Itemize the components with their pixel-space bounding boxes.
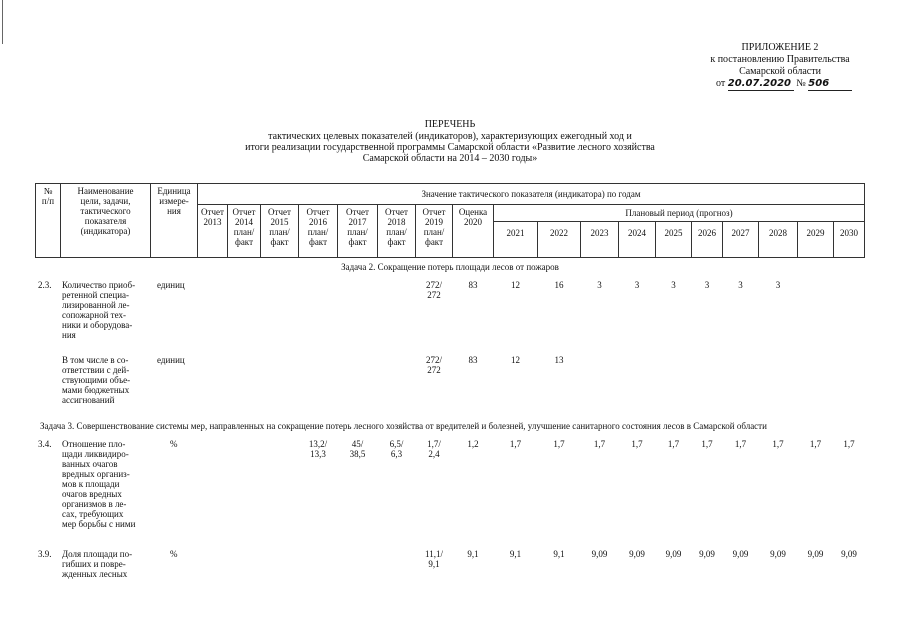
row-v2017: 45/ 38,5	[349, 439, 366, 459]
row-unit: единиц	[157, 280, 185, 290]
row-plan-2022: 1,7	[553, 439, 565, 449]
row-name: В том числе в со- ответствии с дей- ствующими объе- мами бюджетных ассигнований	[62, 355, 131, 405]
task3-heading: Задача 3. Совершенствование системы мер, направленных на сокращение потерь лесного хозяйства от вредителей и болезней, улучшение санитарного состояния лесов в Самарской области	[40, 421, 767, 431]
row-plan-2023: 9,09	[591, 549, 608, 559]
col-header-num: № п/п	[41, 186, 55, 206]
row-num: 3.9.	[38, 549, 52, 559]
heading-line1: тактических целевых показателей (индикаторов), характеризующих ежегодный ход и	[268, 131, 632, 142]
year-header-2019: Отчет 2019 план/ факт	[422, 207, 446, 247]
task2-heading: Задача 2. Сокращение потерь площади лесов от пожаров	[341, 262, 559, 272]
row-plan-2026: 9,09	[699, 549, 715, 559]
appendix-from: от	[716, 78, 726, 89]
plan-year-2023: 2023	[590, 228, 609, 238]
scan-edge-mark	[2, 0, 3, 44]
row-plan-2021: 12	[511, 280, 520, 290]
appendix-number: 506	[808, 78, 852, 91]
row-plan-2028: 1,7	[772, 439, 784, 449]
row-plan-2028: 9,09	[770, 549, 786, 559]
row-v2019: 272/ 272	[425, 280, 442, 300]
row-plan-2027: 3	[738, 280, 743, 290]
row-v2019: 1,7/ 2,4	[427, 439, 441, 459]
plan-year-2024: 2024	[628, 228, 646, 238]
row-plan-2022: 16	[554, 280, 564, 290]
row-plan-2025: 9,09	[665, 549, 682, 559]
col-header-name: Наименование цели, задачи, тактического показателя (индикатора)	[77, 186, 134, 236]
appendix-date: 20.07.2020	[728, 78, 794, 91]
row-v2018: 6,5/ 6,3	[389, 439, 404, 459]
year-header-2018: Отчет 2018 план/ факт	[385, 207, 408, 247]
plan-year-2028: 2028	[769, 228, 787, 238]
appendix-title: ПРИЛОЖЕНИЕ 2	[741, 42, 819, 53]
row-name: Количество приоб- ретенной специа- лизированной ле- сопожарной тех- ники и оборудова- ния	[62, 280, 136, 340]
row-name: Отношение пло- щади ликвидиро- ванных очагов вредных организ- мов к площади очагов вредных организмов в ле- сах, требующих мер борьбы с ними	[62, 439, 136, 529]
year-header-2015: Отчет 2015 план/ факт	[268, 207, 291, 247]
appendix-num-label: №	[796, 78, 806, 89]
plan-year-2022: 2022	[550, 228, 568, 238]
row-plan-2021: 9,1	[509, 549, 522, 559]
row-num: 2.3.	[38, 280, 52, 290]
row-plan-2025: 1,7	[667, 439, 680, 449]
year-header-2020: Оценка 2020	[458, 207, 488, 227]
year-header-2013: Отчет 2013	[201, 207, 224, 227]
row-plan-2029: 1,7	[809, 439, 822, 449]
plan-year-2021: 2021	[506, 228, 525, 238]
year-header-2014: Отчет 2014 план/ факт	[232, 207, 256, 247]
plan-year-2029: 2029	[806, 228, 825, 238]
row-unit: %	[170, 549, 178, 559]
row-v2020: 9,1	[467, 549, 479, 559]
row-unit: %	[170, 439, 178, 449]
row-plan-2027: 1,7	[734, 439, 747, 449]
year-header-2016: Отчет 2016 план/ факт	[306, 207, 330, 247]
appendix-block	[690, 42, 870, 91]
row-v2020: 1,2	[467, 439, 479, 449]
plan-year-2030: 2030	[840, 228, 858, 238]
row-plan-2022: 13	[554, 355, 564, 365]
plan-span-header: Плановый период (прогноз)	[625, 208, 733, 218]
row-plan-2027: 9,09	[732, 549, 749, 559]
row-plan-2030: 1,7	[843, 439, 855, 449]
appendix-line1: к постановлению Правительства	[710, 54, 850, 65]
row-v2020: 83	[468, 280, 478, 290]
heading-line2: итоги реализации государственной программы Самарской области «Развитие лесного хозяйства	[245, 142, 655, 153]
row-plan-2024: 1,7	[631, 439, 643, 449]
row-plan-2021: 1,7	[509, 439, 522, 449]
row-v2019: 11,1/ 9,1	[425, 549, 443, 569]
row-plan-2023: 3	[597, 280, 602, 290]
row-unit: единиц	[157, 355, 185, 365]
row-v2020: 83	[468, 355, 478, 365]
row-plan-2021: 12	[511, 355, 520, 365]
value-span-header: Значение тактического показателя (индикатора) по годам	[421, 189, 641, 199]
row-plan-2025: 3	[671, 280, 676, 290]
row-plan-2029: 9,09	[807, 549, 824, 559]
year-header-2017: Отчет 2017 план/ факт	[346, 207, 369, 247]
row-name: Доля площади по- гибших и повре- жденных лесных	[62, 549, 133, 579]
row-v2016: 13,2/ 13,3	[308, 439, 328, 459]
row-v2019: 272/ 272	[425, 355, 442, 375]
row-plan-2028: 3	[775, 280, 781, 290]
row-plan-2026: 3	[704, 280, 710, 290]
appendix-line2: Самарской области	[739, 66, 821, 77]
row-num: 3.4.	[38, 439, 52, 449]
row-plan-2022: 9,1	[553, 549, 565, 559]
plan-year-2025: 2025	[664, 228, 683, 238]
heading-line3: Самарской области на 2014 – 2030 годы»	[362, 153, 538, 164]
plan-year-2027: 2027	[731, 228, 750, 238]
row-plan-2023: 1,7	[593, 439, 606, 449]
row-plan-2026: 1,7	[701, 439, 713, 449]
plan-year-2026: 2026	[698, 228, 716, 238]
row-plan-2030: 9,09	[841, 549, 857, 559]
heading-title: ПЕРЕЧЕНЬ	[424, 119, 476, 130]
document-heading	[150, 119, 750, 164]
row-plan-2024: 9,09	[629, 549, 645, 559]
col-header-unit: Единица измере- ния	[157, 186, 191, 216]
row-plan-2024: 3	[634, 280, 640, 290]
